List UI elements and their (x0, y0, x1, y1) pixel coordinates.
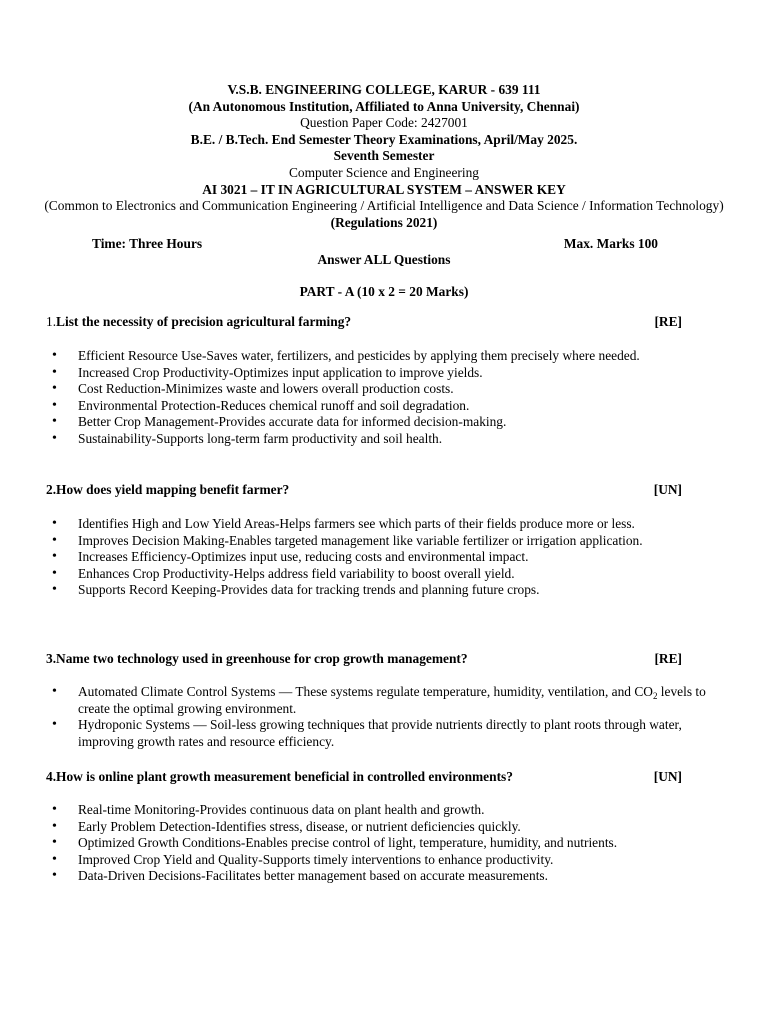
college-name: V.S.B. ENGINEERING COLLEGE, KARUR - 639 111 (227, 82, 541, 97)
question-2 (46, 482, 682, 499)
list-item: • Environmental Protection-Reduces chemical runoff and soil degradation. (78, 398, 708, 415)
list-item: • Supports Record Keeping-Provides data for tracking trends and planning future crops. (78, 582, 708, 599)
department: Computer Science and Engineering (288, 164, 479, 180)
max-marks: Max. Marks 100 (563, 236, 658, 251)
question-3 (46, 651, 682, 668)
question-number: 3. (46, 651, 57, 666)
list-item: • Efficient Resource Use-Saves water, fertilizers, and pesticides by applying them precisely where needed. (78, 348, 708, 365)
question-number: 4. (46, 769, 57, 784)
list-item: • Early Problem Detection-Identifies stress, disease, or nutrient deficiencies quickly. (78, 819, 708, 836)
list-item: • Identifies High and Low Yield Areas-Helps farmers see which parts of their fields produce more or less. (78, 516, 708, 533)
list-item: • Increases Efficiency-Optimizes input use, reducing costs and environmental impact. (78, 549, 708, 566)
question-tag: [UN] (653, 482, 682, 497)
list-item: • Cost Reduction-Minimizes waste and lowers overall production costs. (78, 381, 708, 398)
list-item: • Enhances Crop Productivity-Helps address field variability to boost overall yield. (78, 566, 708, 583)
semester: Seventh Semester (333, 148, 435, 164)
question-1 (46, 314, 682, 331)
list-item: • Real-time Monitoring-Provides continuous data on plant health and growth. (78, 802, 708, 819)
question-4 (46, 769, 682, 786)
answer-list-4 (78, 802, 708, 885)
list-item: • Better Crop Management-Provides accurate data for informed decision-making. (78, 414, 708, 431)
question-tag: [RE] (654, 651, 682, 666)
question-tag: [RE] (654, 314, 682, 329)
question-text: How is online plant growth measurement beneficial in controlled environments? (56, 769, 513, 784)
course-title: AI 3021 – IT IN AGRICULTURAL SYSTEM – ANSWER KEY (202, 181, 566, 197)
list-item: • Sustainability-Supports long-term farm productivity and soil health. (78, 431, 708, 448)
list-item: • Hydroponic Systems — Soil-less growing techniques that provide nutrients directly to plant roots through water, improving growth rates and resource efficiency. (78, 717, 708, 750)
answer-list-2 (78, 516, 708, 599)
list-item: • Improved Crop Yield and Quality-Supports timely interventions to enhance productivity. (78, 852, 708, 869)
answer-list-3 (78, 684, 708, 750)
list-item: • Automated Climate Control Systems — These systems regulate temperature, humidity, ventilation, and $CO_2$ levels to create the optimal growing environment. (78, 684, 708, 717)
answer-list-1 (78, 348, 708, 448)
list-item: • Optimized Growth Conditions-Enables precise control of light, temperature, humidity, and nutrients. (78, 835, 708, 852)
exam-duration: Time: Three Hours (92, 236, 203, 251)
list-item: • Increased Crop Productivity-Optimizes input application to improve yields. (78, 365, 708, 382)
question-number: 1. (46, 314, 57, 329)
list-item: • Data-Driven Decisions-Facilitates better management based on accurate measurements. (78, 868, 708, 885)
paper-code: Question Paper Code: 2427001 (300, 115, 468, 131)
exam-title: B.E. / B.Tech. End Semester Theory Examinations, April/May 2025. (190, 131, 578, 147)
document-header (40, 82, 728, 231)
question-number: 2. (46, 482, 57, 497)
instruction: Answer ALL Questions (317, 252, 451, 267)
affiliation: (An Autonomous Institution, Affiliated to Anna University, Chennai) (188, 98, 580, 114)
question-text: How does yield mapping benefit farmer? (56, 482, 290, 497)
part-heading: PART - A (10 x 2 = 20 Marks) (299, 284, 469, 299)
list-item: • Improves Decision Making-Enables targeted management like variable fertilizer or irrigation application. (78, 533, 708, 550)
question-text: Name two technology used in greenhouse for crop growth management? (56, 651, 468, 666)
common-to: (Common to Electronics and Communication Engineering / Artificial Intelligence and Data Science / Information Technology) (44, 198, 724, 214)
question-text: List the necessity of precision agricultural farming? (56, 314, 352, 329)
time-marks-row (92, 236, 658, 253)
regulations: (Regulations 2021) (330, 214, 438, 230)
question-tag: [UN] (653, 769, 682, 784)
